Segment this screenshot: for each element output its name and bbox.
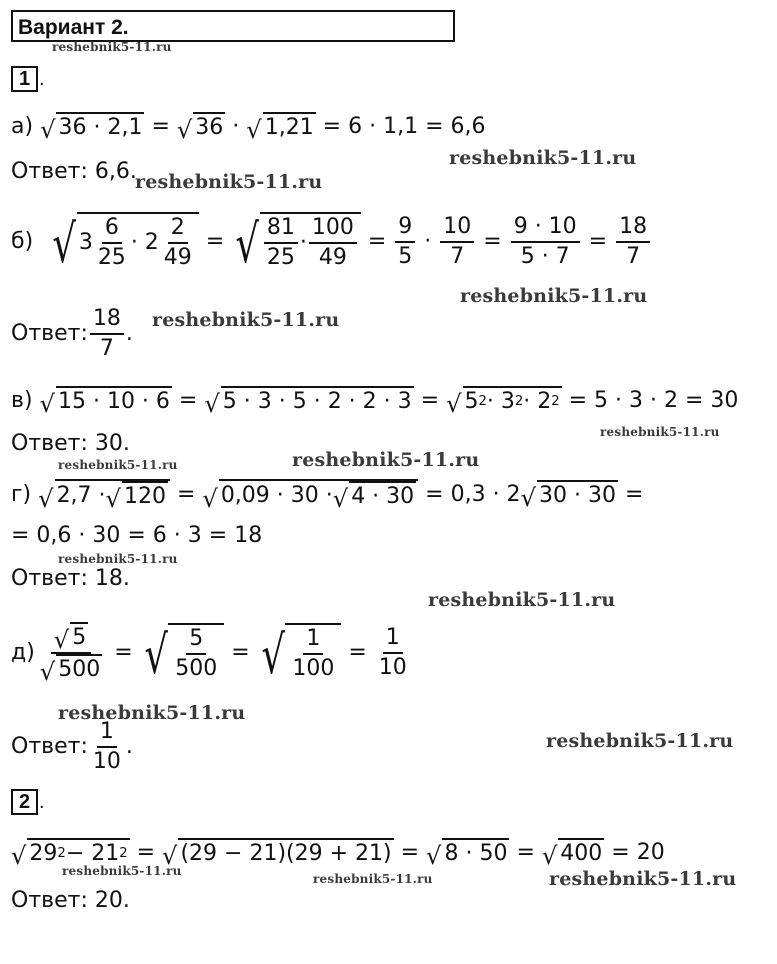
task-number-dot: . bbox=[39, 68, 45, 90]
task1-a-answer: Ответ: 6,6. bbox=[11, 159, 137, 184]
task1-d-answer: Ответ: $\frac{1}{10}$ . bbox=[11, 719, 133, 774]
answer-denominator: 7 bbox=[99, 336, 114, 361]
task2-line: √ 29 2 − 21 2 = √ (29 − 21)(29 + 21) = √ 8 · 50 = √ 400 = 20 bbox=[11, 840, 665, 870]
task-number: 2 bbox=[18, 791, 31, 813]
task-number-dot: . bbox=[39, 791, 45, 813]
watermark: reshebnik5-11.ru bbox=[58, 702, 246, 724]
watermark: reshebnik5-11.ru bbox=[58, 458, 178, 472]
task1-a-line: а) √ 36 · 2,1 = √ 36 · √ 1,21 = 6 · 1,1 = 6,6 bbox=[11, 114, 486, 144]
task1-g-line1: г) √ 2,7 · √ 120 = √ 0,09 · 30 · √ 4 · 30 = 0,3 · 2 √ 30 · 30 = bbox=[11, 479, 643, 511]
watermark: reshebnik5-11.ru bbox=[58, 552, 178, 566]
watermark: reshebnik5-11.ru bbox=[152, 309, 340, 331]
task1-b-line: б) √ 3 6 25 · 2 2 49 = √ 81 25 · 100 49 = $\frac{9}{5}$ · $\frac{10}{7}$ = $\frac{9 \cdot 10}{5 \cdot 7}$ = $\frac{18}{7}$ bbox=[11, 212, 652, 272]
answer-label: Ответ: bbox=[11, 734, 88, 759]
variant-title-box bbox=[11, 10, 455, 42]
task1-d-line: д) √ 5 √ 500 = √ 5 500 = √ 1 100 = $\frac{1}{10}$ bbox=[11, 622, 412, 684]
watermark: reshebnik5-11.ru bbox=[449, 147, 637, 169]
task1-b-answer: Ответ: $\frac{18}{7}$ . bbox=[11, 306, 133, 361]
variant-title: Вариант 2. bbox=[18, 16, 129, 39]
task1-b-label: б) bbox=[11, 229, 34, 254]
task1-v-answer: Ответ: 30. bbox=[11, 431, 130, 456]
task-number: 1 bbox=[18, 68, 31, 90]
task-number-box bbox=[11, 789, 38, 815]
task2-answer: Ответ: 20. bbox=[11, 888, 130, 913]
task1-g-line2: = 0,6 · 30 = 6 · 3 = 18 bbox=[11, 523, 263, 548]
task1-d-label: д) bbox=[11, 640, 35, 665]
task-number-box bbox=[11, 66, 38, 92]
task1-g-answer: Ответ: 18. bbox=[11, 566, 130, 591]
watermark: reshebnik5-11.ru bbox=[135, 171, 323, 193]
task1-v-line: в) √ 15 · 10 · 6 = √ 5 · 3 · 5 · 2 · 2 · 3 = √ 5 2 · 3 2 · 2 2 = 5 · 3 · 2 = 30 bbox=[11, 388, 739, 418]
answer-denominator: 10 bbox=[92, 749, 121, 774]
answer-label: Ответ: bbox=[11, 321, 88, 346]
watermark: reshebnik5-11.ru bbox=[62, 864, 182, 878]
watermark: reshebnik5-11.ru bbox=[52, 40, 172, 54]
watermark: reshebnik5-11.ru bbox=[428, 589, 616, 611]
watermark: reshebnik5-11.ru bbox=[460, 285, 648, 307]
watermark: reshebnik5-11.ru bbox=[292, 449, 480, 471]
watermark: reshebnik5-11.ru bbox=[313, 872, 433, 886]
watermark: reshebnik5-11.ru bbox=[549, 868, 737, 890]
watermark: reshebnik5-11.ru bbox=[600, 425, 720, 439]
watermark: reshebnik5-11.ru bbox=[546, 730, 734, 752]
answer-numerator: 18 bbox=[90, 305, 124, 335]
answer-numerator: 1 bbox=[97, 718, 117, 748]
